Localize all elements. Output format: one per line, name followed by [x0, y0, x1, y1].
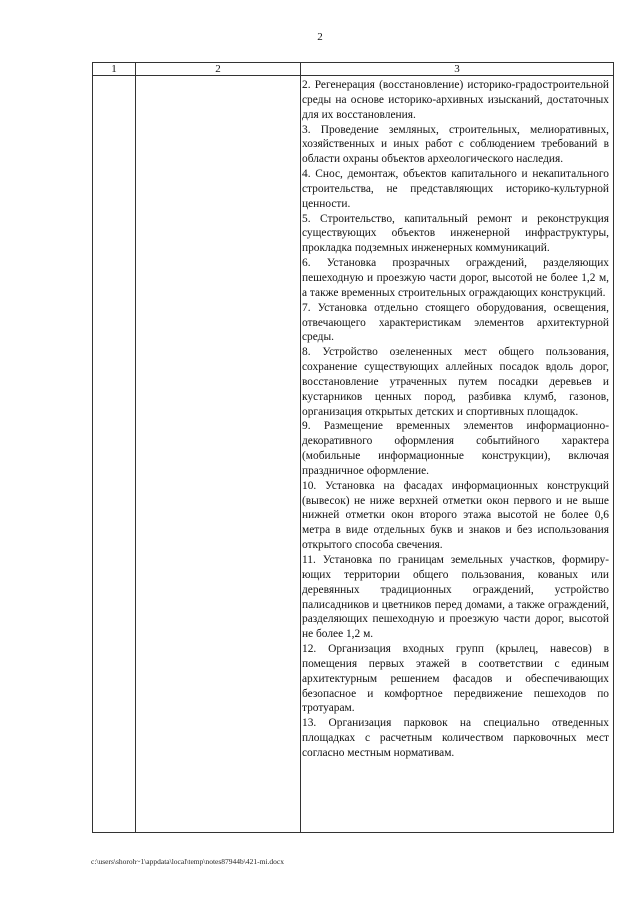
list-item: 10. Установка на фасадах информационных конструкций (вывесок) не ниже верхней отметки окон первого и не выше нижней отметки окон второго этажа высотой не более 0,6 метра в виде отдельных букв и знаков и без использования открытого способа свечения. [302, 479, 609, 552]
regulations-table [92, 62, 614, 833]
list-item: 5. Строительство, капитальный ремонт и реконструкция существующих объектов инженерной инфраструктуры, прокладка подземных инженерных коммуникаций. [302, 212, 609, 255]
list-item: 4. Снос, демонтаж, объектов капитального и некапитального строительства, не представляющих историко-культурной ценности. [302, 168, 609, 210]
column-header-3: 3 [301, 63, 614, 76]
table-header-row [93, 63, 614, 76]
list-item: 3. Проведение земляных, строительных, мелиоративных, хозяйственных и иных работ с соблюдением требований в области охраны объектов археологического наследия. [302, 123, 609, 166]
column-header-1: 1 [93, 63, 136, 76]
list-item: 8. Устройство озелененных мест общего пользования, сохранение существующих аллейных посадок вдоль дорог, восстановление утраченных путем посадки деревьев и кустарников ценных пород, разбивка клумб, газонов, организация открытых детских и спортивных площадок. [302, 346, 609, 418]
table-row [93, 76, 614, 833]
column-2-cell [136, 76, 301, 833]
column-3-cell [301, 76, 614, 833]
list-item: 7. Установка отдельно стоящего оборудования, освещения, отвечающего характеристикам элементов архитектурной среды. [302, 301, 609, 344]
list-item: 9. Размещение временных элементов информационно-декоративного оформления событийного характера (мобильные информационные конструкции), включая праздничное оформление. [302, 420, 609, 477]
list-item: 6. Установка прозрачных ограждений, разделяющих пешеходную и проезжую части дорог, высотой не более 1,2 м, а также временных строительных ограждающих конструкций. [302, 257, 609, 299]
list-item: 11. Установка по границам земельных участков, формирующих территории общего пользования, кованых или деревянных традиционных ограждений, устройство палисадников и цветников перед домами, а также ограждений, разделяющих пешеходную и проезжую части дорог, высотой не более 1,2 м. [302, 554, 609, 641]
column-1-cell [93, 76, 136, 833]
file-path-footer: c:\users\shoroh~1\appdata\local\temp\notes87944b\421-mi.docx [91, 857, 284, 866]
list-item: 13. Организация парковок на специально отведенных площадках с расчетным количеством парковочных мест согласно местным нормативам. [302, 717, 609, 759]
page-number: 2 [317, 31, 323, 43]
column-header-2: 2 [136, 63, 301, 76]
list-item: 2. Регенерация (восстановление) историко-градостроительной среды на основе историко-архивных изысканий, достаточных для их восстановления. [302, 79, 609, 121]
list-item: 12. Организация входных групп (крылец, навесов) в помещения первых этажей в соответствии с единым архитектурным решением фасадов и обеспечивающих безопасное и комфортное передвижение пешеходов по тротуарам. [302, 643, 609, 715]
